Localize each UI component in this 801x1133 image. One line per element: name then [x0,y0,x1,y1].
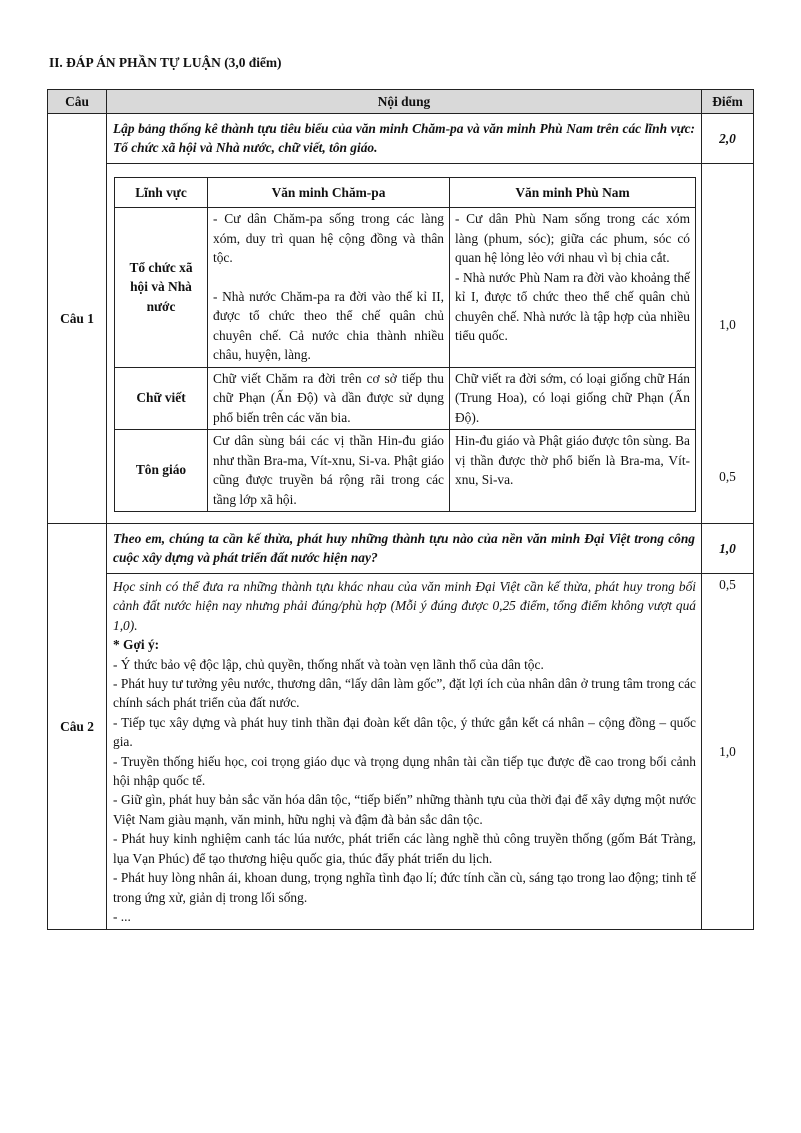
cau2-point: - Truyền thống hiếu học, coi trọng giáo dục và trọng dụng nhân tài cần tiếp tục được đề cao trong bối cảnh hội nhập quốc tế. [113,753,696,789]
cau2-hint-label: * Gợi ý: [113,637,160,653]
answer-table [47,89,754,930]
phunam-to-chuc-2: - Nhà nước Phù Nam ra đời vào khoảng thế kỉ I, được tổ chức theo thể chế quân chủ chuyên chế. Nhà nước là tập hợp của nhiều tiểu quốc. [455,269,690,343]
phunam-to-chuc-1: - Cư dân Phù Nam sống trong các xóm làng (phum, sóc); giữa các phum, sóc có quan hệ lỏng lẻo với nhau vì bị chia cắt. [455,211,690,265]
cau2-question-score: 1,0 [702,524,754,574]
cau2-label: Câu 2 [48,524,107,930]
phunam-chu-viet: Chữ viết ra đời sớm, có loại giống chữ Hán (Trung Hoa), có loại giống chữ Phạn (Ấn Độ). [450,367,696,430]
row-to-chuc [115,208,696,368]
cau2-answer-score: 1,0 [702,574,754,930]
champa-to-chuc-2: - Nhà nước Chăm-pa ra đời vào thế kỉ II, được tổ chức theo thể chế quân chủ chuyên chế. Cả nước chia thành nhiều châu, huyện, làng. [213,288,444,362]
phunam-to-chuc [450,208,696,368]
score-chu-viet: 0,5 [719,469,736,484]
row-chu-viet [115,367,696,430]
cau2-point: - Tiếp tục xây dựng và phát huy tinh thần đại đoàn kết dân tộc, ý thức gắn kết cá nhân – cộng đồng – quốc gia. [113,714,696,750]
comparison-table [114,177,696,512]
field-to-chuc: Tổ chức xã hội và Nhà nước [115,208,208,368]
cau2-intro: Học sinh có thể đưa ra những thành tựu khác nhau của văn minh Đại Việt cần kế thừa, phát huy trong bối cảnh đất nước hiện nay nhưng phải đúng/phù hợp (Mỗi ý đúng được 0,25 điểm, tổng điểm không vượt quá 1,0). [113,579,696,633]
champa-chu-viet: Chữ viết Chăm ra đời trên cơ sở tiếp thu chữ Phạn (Ấn Độ) và dần được sử dụng phổ biến trên các văn bia. [208,367,450,430]
header-row [48,90,754,114]
field-ton-giao: Tôn giáo [115,430,208,512]
cau2-answer-row [48,574,754,930]
phunam-ton-giao: Hin-đu giáo và Phật giáo được tôn sùng. Ba vị thần được thờ phổ biến là Bra-ma, Vít-xnu, Si-va. [450,430,696,512]
comparison-header-row [115,178,696,208]
cau2-question: Theo em, chúng ta cần kế thừa, phát huy những thành tựu nào của nền văn minh Đại Việt trong công cuộc xây dựng và phát triển đất nước hiện nay? [107,524,702,574]
cau1-label: Câu 1 [48,114,107,524]
cau2-point: - ... [113,908,131,924]
section-heading: II. ĐÁP ÁN PHẦN TỰ LUẬN (3,0 điểm) [49,55,282,70]
score-to-chuc: 1,0 [719,317,736,332]
header-cau: Câu [48,90,107,114]
cau1-question-row [48,114,754,164]
cau1-question-score: 2,0 [702,114,754,164]
cau2-answer [107,574,702,930]
cau2-point: - Giữ gìn, phát huy bản sắc văn hóa dân tộc, “tiếp biến” những thành tựu của thời đại để xây dựng một nước Việt Nam giàu mạnh, văn minh, hữu nghị và đậm đà bản sắc dân tộc. [113,792,696,827]
cau2-point: - Phát huy tư tưởng yêu nước, thương dân, “lấy dân làm gốc”, đặt lợi ích của nhân dân ở trung tâm trong các chính sách phát triển của đất nước. [113,676,696,711]
header-noidung: Nội dung [107,90,702,114]
champa-to-chuc [208,208,450,368]
field-chu-viet: Chữ viết [115,367,208,430]
cau1-question: Lập bảng thống kê thành tựu tiêu biểu của văn minh Chăm-pa và văn minh Phù Nam trên các lĩnh vực: Tổ chức xã hội và Nhà nước, chữ viết, tôn giáo. [107,114,702,164]
champa-to-chuc-1: - Cư dân Chăm-pa sống trong các làng xóm, duy trì quan hệ cộng đồng và thân tộc. [213,211,444,265]
cau1-answer-row [48,164,754,524]
header-diem: Điểm [702,90,754,114]
cau2-point: - Phát huy lòng nhân ái, khoan dung, trọng nghĩa tình đạo lí; đức tính cần cù, sáng tạo trong lao động; tinh tế trong ứng xử, giản dị trong lối sống. [113,870,696,905]
champa-ton-giao: Cư dân sùng bái các vị thần Hin-đu giáo như thần Bra-ma, Vít-xnu, Si-va. Phật giáo cũng được truyền bá rộng rãi trong các tầng lớp xã hội. [208,430,450,512]
score-ton-giao: 0,5 [719,577,736,592]
cau2-point: - Ý thức bảo vệ độc lập, chủ quyền, thống nhất và toàn vẹn lãnh thổ của dân tộc. [113,656,544,672]
cau1-answer-cell [107,164,702,524]
cau2-question-row [48,524,754,574]
cau1-scores [702,164,754,592]
col-cham-pa: Văn minh Chăm-pa [208,178,450,208]
row-ton-giao [115,430,696,512]
col-linh-vuc: Lĩnh vực [115,178,208,208]
cau2-point: - Phát huy kinh nghiệm canh tác lúa nước, phát triển các làng nghề thủ công truyền thống (gốm Bát Tràng, lụa Vạn Phúc) để tạo thương hiệu quốc gia, thúc đẩy phát triển du lịch. [113,831,696,866]
col-phu-nam: Văn minh Phù Nam [450,178,696,208]
